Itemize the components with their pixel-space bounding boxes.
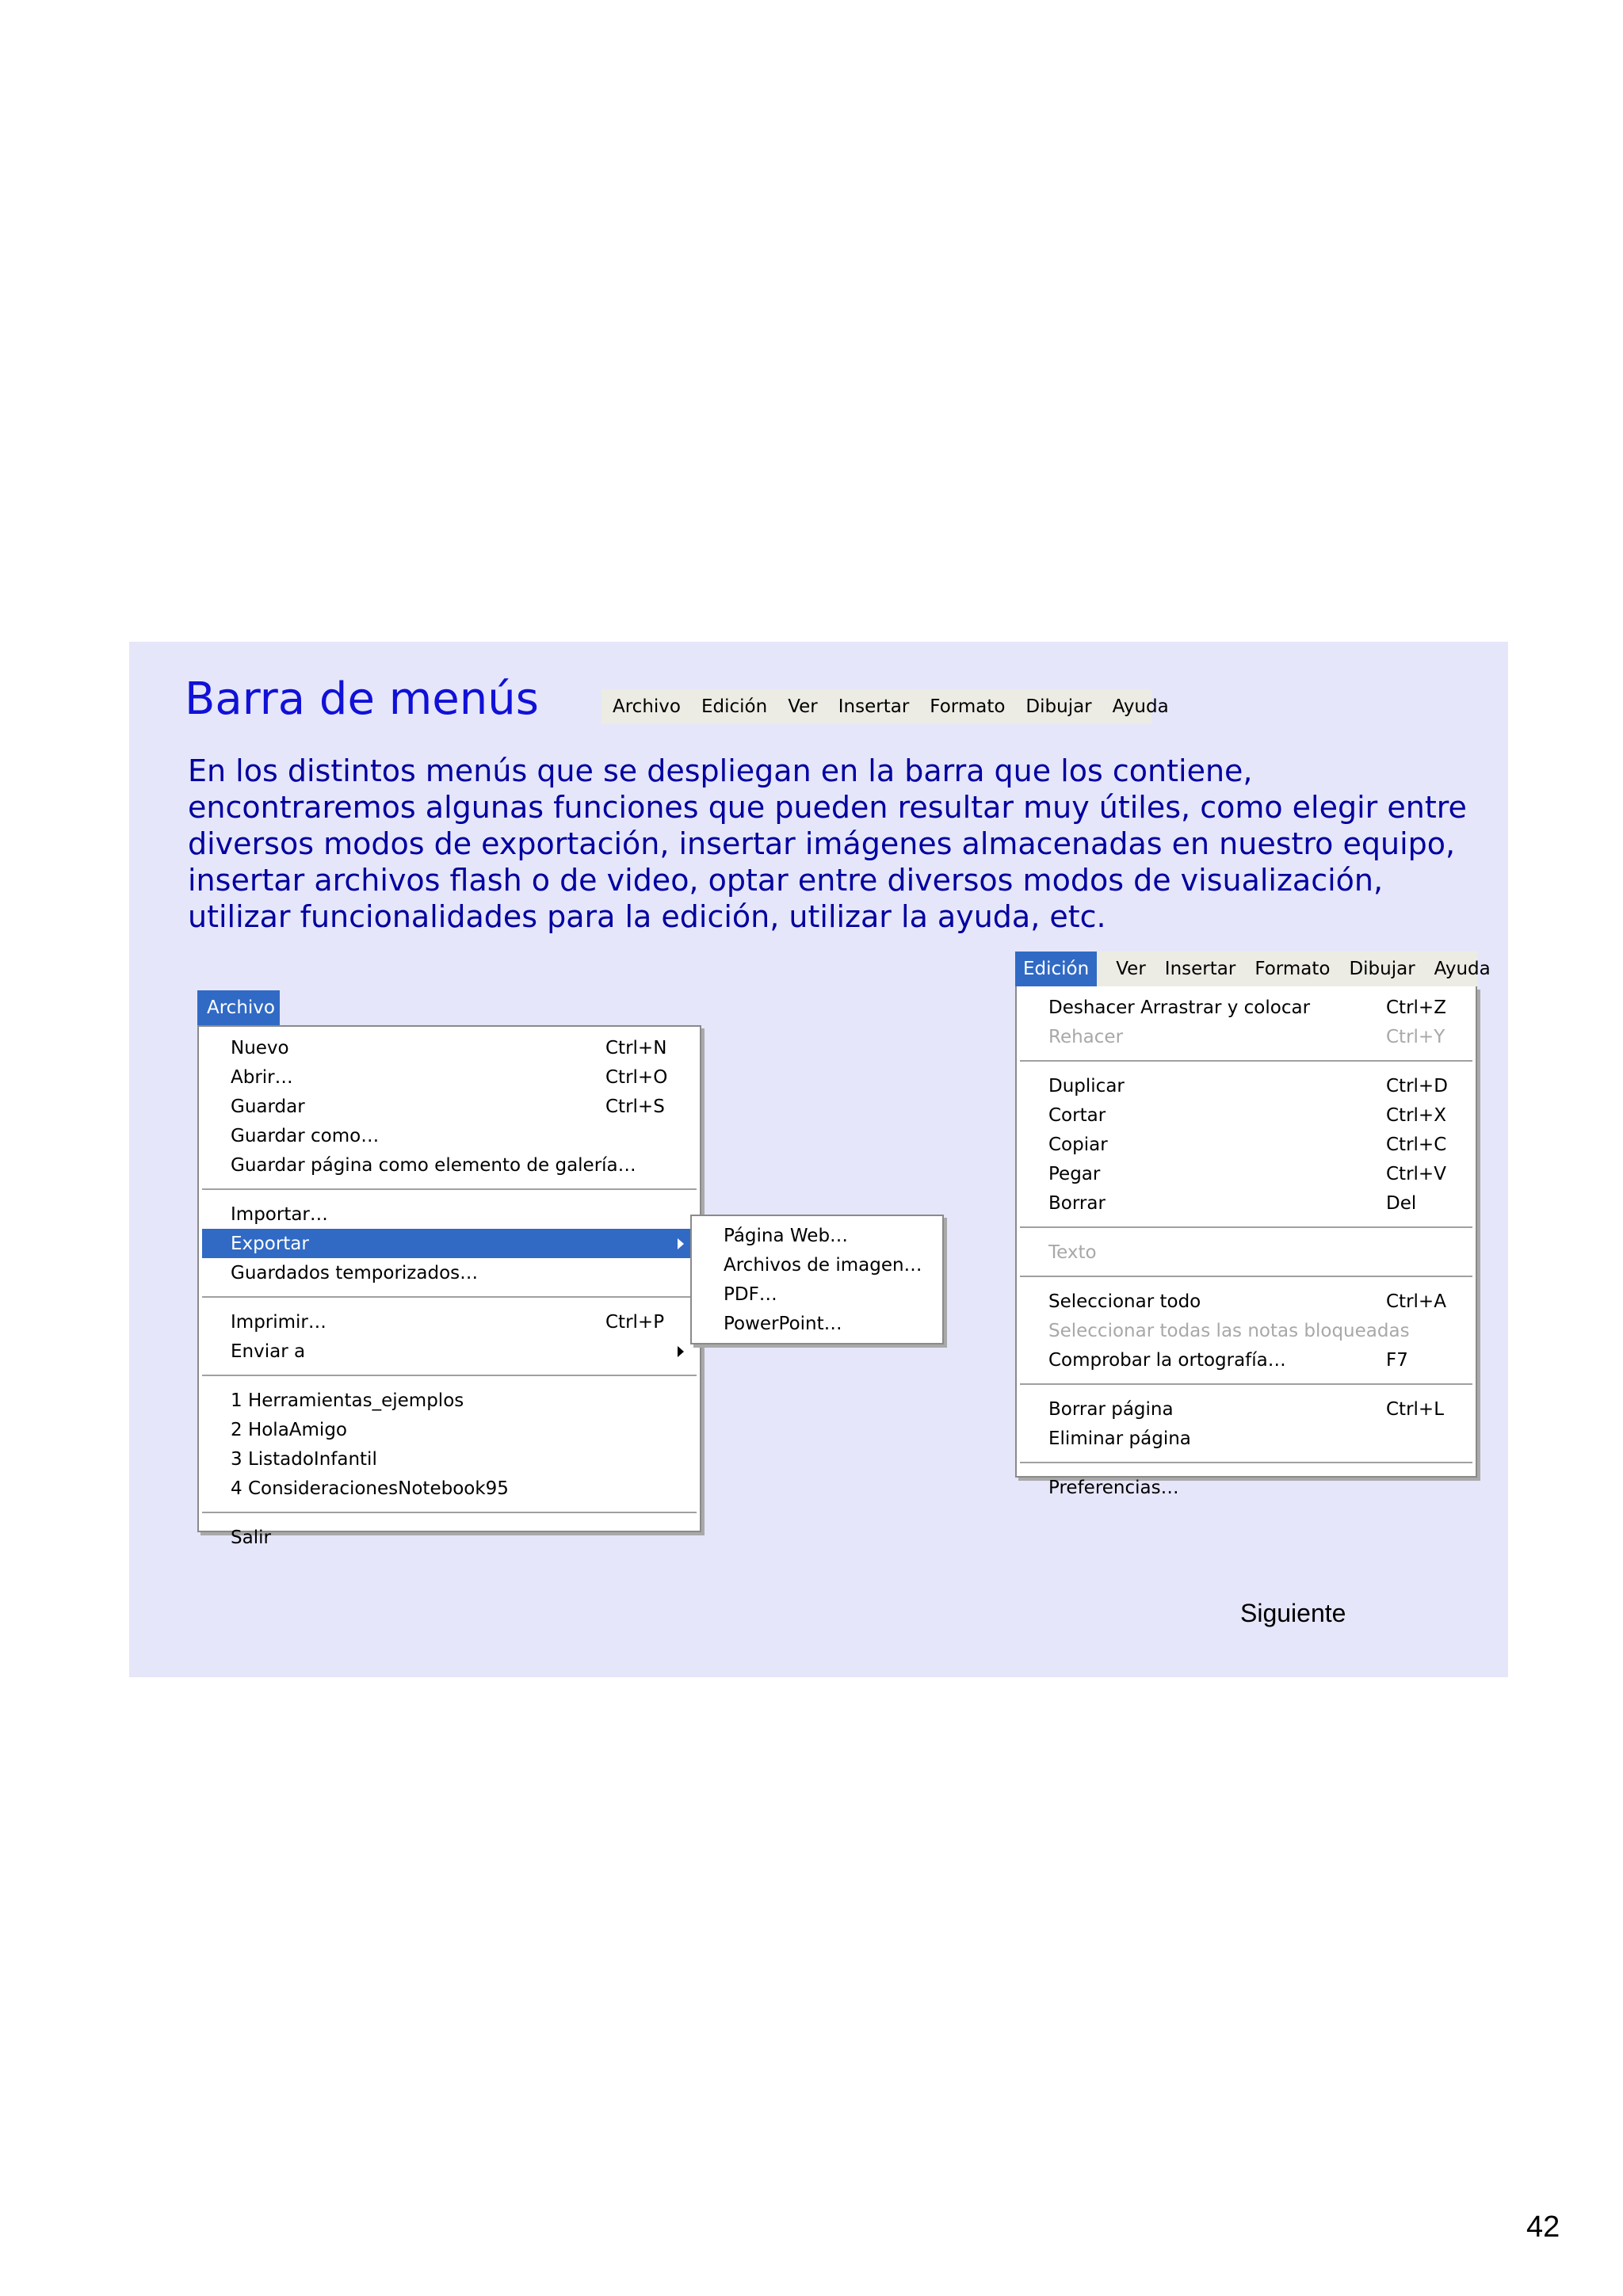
- submenu-item-archivos-imagen[interactable]: Archivos de imagen…: [724, 1254, 922, 1276]
- menu-item-recent-4[interactable]: 4 ConsideracionesNotebook95: [231, 1478, 509, 1499]
- menu-separator: [202, 1188, 697, 1190]
- menu-item-rehacer[interactable]: Rehacer Ctrl+Y: [1048, 1026, 1445, 1047]
- menubar-item-ayuda[interactable]: Ayuda: [1112, 696, 1169, 717]
- menubar-item-insertar[interactable]: Insertar: [838, 696, 910, 717]
- menu-item-recent-3[interactable]: 3 ListadoInfantil: [231, 1448, 377, 1470]
- menu-separator: [202, 1375, 697, 1376]
- slide-title: Barra de menús: [185, 673, 539, 725]
- menu-item-ortografia[interactable]: Comprobar la ortografía… F7: [1048, 1349, 1408, 1371]
- menu-item-abrir[interactable]: Abrir… Ctrl+O: [231, 1066, 668, 1088]
- menu-separator: [1020, 1462, 1472, 1463]
- siguiente-link[interactable]: Siguiente: [1240, 1599, 1346, 1627]
- page-number: 42: [1526, 2210, 1560, 2244]
- menu-item-salir[interactable]: Salir: [231, 1527, 271, 1548]
- menubar-item-dibujar[interactable]: Dibujar: [1025, 696, 1092, 717]
- menu-item-enviar-a[interactable]: Enviar a: [199, 1337, 700, 1366]
- menu-item-guardar[interactable]: Guardar Ctrl+S: [231, 1096, 665, 1117]
- menu-item-imprimir[interactable]: Imprimir… Ctrl+P: [231, 1311, 665, 1333]
- submenu-item-powerpoint[interactable]: PowerPoint…: [724, 1313, 842, 1334]
- menubar-item-ver[interactable]: Ver: [788, 696, 818, 717]
- body-paragraph: En los distintos menús que se despliegan en la barra que los contiene, encontraremos algunas funciones que pueden resultar muy útiles, como elegir entre diversos modos de exportación, insertar imágenes almacenadas en nuestro equipo, insertar archivos flash o de video, optar entre diversos modos de visualización, utilizar funcionalidades para la edición, utilizar la ayuda, etc.: [188, 753, 1467, 934]
- archivo-menu-tab[interactable]: Archivo: [197, 990, 280, 1025]
- menu-separator: [202, 1296, 697, 1298]
- menubar-item-ver[interactable]: Ver: [1116, 959, 1146, 979]
- menubar-item-archivo[interactable]: Archivo: [613, 696, 681, 717]
- submenu-item-pagina-web[interactable]: Página Web…: [724, 1225, 849, 1246]
- menubar-item-formato[interactable]: Formato: [1254, 959, 1331, 979]
- menu-separator: [202, 1512, 697, 1513]
- edicion-menu: [1015, 986, 1477, 1498]
- menubar-screenshot: [601, 689, 1169, 724]
- menubar-item-edicion-active[interactable]: Edición: [1015, 952, 1097, 986]
- submenu-item-pdf[interactable]: PDF…: [724, 1283, 777, 1305]
- menu-item-copiar[interactable]: Copiar Ctrl+C: [1048, 1134, 1447, 1155]
- menubar-item-dibujar[interactable]: Dibujar: [1349, 959, 1415, 979]
- menu-item-borrar-pagina[interactable]: Borrar página Ctrl+L: [1048, 1398, 1445, 1420]
- menubar-item-formato[interactable]: Formato: [930, 696, 1006, 717]
- menu-item-exportar[interactable]: Exportar: [202, 1229, 697, 1258]
- menu-item-nuevo[interactable]: Nuevo Ctrl+N: [231, 1037, 667, 1058]
- submenu-arrow-icon: [678, 1346, 684, 1357]
- menu-item-eliminar-pagina[interactable]: Eliminar página: [1048, 1428, 1191, 1449]
- menu-separator: [1020, 1060, 1472, 1062]
- menu-separator: [1020, 1383, 1472, 1385]
- menu-item-guardar-galeria[interactable]: Guardar página como elemento de galería…: [231, 1154, 636, 1176]
- menu-item-guardar-como[interactable]: Guardar como…: [231, 1125, 380, 1146]
- menu-item-duplicar[interactable]: Duplicar Ctrl+D: [1048, 1075, 1448, 1097]
- menu-separator: [1020, 1226, 1472, 1228]
- submenu-arrow-icon: [678, 1238, 684, 1249]
- menu-item-recent-2[interactable]: 2 HolaAmigo: [231, 1419, 347, 1440]
- slide-panel: [129, 642, 1508, 1677]
- menubar-item-edicion[interactable]: Edición: [701, 696, 768, 717]
- menu-item-recent-1[interactable]: 1 Herramientas_ejemplos: [231, 1390, 464, 1411]
- menu-item-cortar[interactable]: Cortar Ctrl+X: [1048, 1104, 1446, 1126]
- menu-item-seleccionar-todo[interactable]: Seleccionar todo Ctrl+A: [1048, 1291, 1446, 1312]
- menubar-item-ayuda[interactable]: Ayuda: [1434, 959, 1491, 979]
- menu-separator: [1020, 1276, 1472, 1277]
- edicion-menubar: [1015, 952, 1491, 986]
- menubar-item-insertar[interactable]: Insertar: [1164, 959, 1236, 979]
- menu-item-texto[interactable]: Texto: [1048, 1241, 1097, 1263]
- exportar-submenu: [690, 1215, 944, 1344]
- archivo-menu: [197, 1025, 701, 1548]
- menu-item-seleccionar-notas[interactable]: Seleccionar todas las notas bloqueadas: [1048, 1320, 1410, 1341]
- menu-item-importar[interactable]: Importar…: [231, 1203, 328, 1225]
- menu-item-borrar[interactable]: Borrar Del: [1048, 1192, 1417, 1214]
- menu-item-preferencias[interactable]: Preferencias…: [1048, 1477, 1179, 1498]
- menu-item-deshacer[interactable]: Deshacer Arrastrar y colocar Ctrl+Z: [1048, 997, 1446, 1018]
- menu-item-pegar[interactable]: Pegar Ctrl+V: [1048, 1163, 1446, 1184]
- menu-item-guardados-temporizados[interactable]: Guardados temporizados…: [231, 1262, 479, 1283]
